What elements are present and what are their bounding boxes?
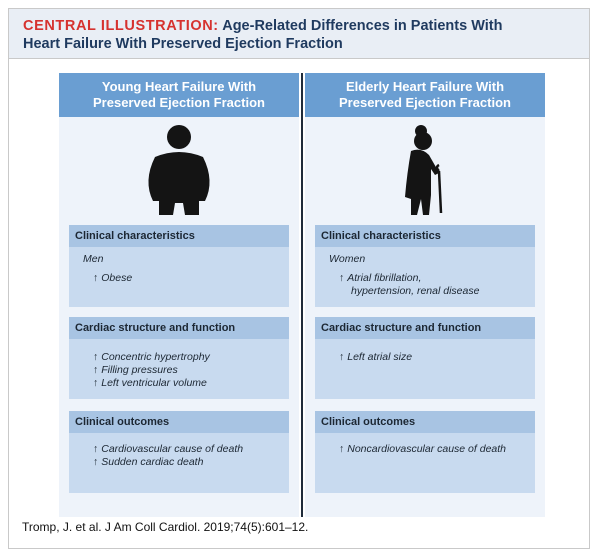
list-item bbox=[83, 443, 279, 456]
elderly-cardiac-structure bbox=[315, 317, 535, 399]
up-arrow-icon: ↑ bbox=[93, 272, 99, 284]
item-text: Filling pressures bbox=[101, 364, 178, 376]
list-item bbox=[83, 456, 279, 469]
item-text: Concentric hypertrophy bbox=[101, 351, 210, 363]
list-item bbox=[83, 377, 279, 390]
up-arrow-icon: ↑ bbox=[93, 364, 99, 376]
section-title: Cardiac structure and function bbox=[315, 317, 535, 339]
section-subtitle: Women bbox=[329, 253, 366, 265]
list-item bbox=[83, 351, 279, 364]
up-arrow-icon: ↑ bbox=[339, 443, 345, 455]
panel-divider bbox=[301, 73, 303, 517]
up-arrow-icon: ↑ bbox=[93, 456, 99, 468]
up-arrow-icon: ↑ bbox=[339, 351, 345, 363]
illustration-frame bbox=[8, 8, 590, 549]
list-item-continuation: hypertension, renal disease bbox=[351, 285, 480, 297]
banner-title-line2: Heart Failure With Preserved Ejection Fraction bbox=[23, 36, 343, 52]
section-title: Clinical outcomes bbox=[315, 411, 535, 433]
young-heading-line1: Young Heart Failure With bbox=[101, 79, 257, 94]
up-arrow-icon: ↑ bbox=[93, 377, 99, 389]
up-arrow-icon: ↑ bbox=[339, 272, 345, 284]
young-clinical-outcomes bbox=[69, 411, 289, 493]
section-title: Clinical characteristics bbox=[315, 225, 535, 247]
elderly-clinical-characteristics bbox=[315, 225, 535, 307]
citation: Tromp, J. et al. J Am Coll Cardiol. 2019;74(5):601–12. bbox=[22, 520, 309, 534]
up-arrow-icon: ↑ bbox=[93, 351, 99, 363]
section-title: Clinical outcomes bbox=[69, 411, 289, 433]
young-heading-line2: Preserved Ejection Fraction bbox=[93, 95, 265, 110]
item-text: Cardiovascular cause of death bbox=[101, 443, 244, 455]
list-item bbox=[329, 272, 525, 285]
banner-tag: CENTRAL ILLUSTRATION: bbox=[23, 18, 219, 34]
section-title: Clinical characteristics bbox=[69, 225, 289, 247]
elderly-hfpef-panel bbox=[305, 73, 545, 517]
item-text: Left ventricular volume bbox=[101, 377, 207, 389]
elderly-woman-with-cane-icon bbox=[305, 121, 545, 216]
item-text: Sudden cardiac death bbox=[101, 456, 204, 468]
young-panel-heading bbox=[59, 73, 299, 117]
up-arrow-icon: ↑ bbox=[93, 443, 99, 455]
list-item bbox=[83, 272, 279, 285]
elderly-heading-line1: Elderly Heart Failure With bbox=[345, 79, 505, 94]
list-item bbox=[329, 351, 525, 364]
item-text: Left atrial size bbox=[347, 351, 413, 363]
item-text: Atrial fibrillation, bbox=[347, 272, 422, 284]
young-cardiac-structure bbox=[69, 317, 289, 399]
young-clinical-characteristics bbox=[69, 225, 289, 307]
section-subtitle: Men bbox=[83, 253, 104, 265]
obese-person-icon bbox=[59, 121, 299, 216]
banner-title-line1: Age-Related Differences in Patients With bbox=[222, 18, 503, 34]
elderly-panel-heading bbox=[305, 73, 545, 117]
list-item bbox=[83, 364, 279, 377]
section-title: Cardiac structure and function bbox=[69, 317, 289, 339]
item-text: Noncardiovascular cause of death bbox=[347, 443, 507, 455]
elderly-heading-line2: Preserved Ejection Fraction bbox=[339, 95, 511, 110]
elderly-clinical-outcomes bbox=[315, 411, 535, 493]
young-hfpef-panel bbox=[59, 73, 299, 517]
item-text: Obese bbox=[101, 272, 133, 284]
list-item bbox=[329, 443, 525, 456]
title-banner bbox=[9, 9, 589, 59]
